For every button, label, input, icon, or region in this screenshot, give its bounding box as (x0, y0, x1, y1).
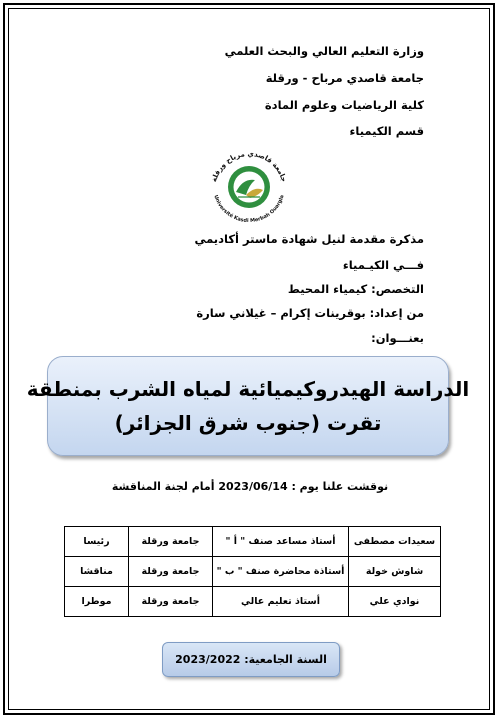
title-label: بعنـــوان: (371, 331, 424, 345)
jury-institution: جامعة ورقلة (129, 587, 213, 617)
thesis-authors: من إعداد: بوقرينات إكرام – غيلاني سارة (196, 306, 424, 320)
table-row (65, 557, 441, 587)
thesis-title-box (26, 356, 470, 456)
university-logo (203, 140, 295, 224)
defense-date: نوقشت علنا يوم : 2023/06/14 أمام لجنة المناقشة (111, 480, 389, 493)
academic-year-box (162, 642, 340, 677)
jury-rank: أستاذ مساعد صنف " أ " (213, 527, 349, 557)
logo-arabic-text: جامعة قاصدي مرباح ورقلة (210, 149, 288, 183)
jury-institution: جامعة ورقلة (129, 557, 213, 587)
jury-rank: أستاذ تعليم عالي (213, 587, 349, 617)
thesis-title-line-2: تقرت (جنوب شرق الجزائر) (114, 411, 382, 435)
thesis-field: فـــي الكيـمياء (342, 258, 424, 272)
department-name: قسم الكيمياء (349, 124, 424, 138)
thesis-type: مذكرة مقدمة لنيل شهادة ماستر أكاديمي (194, 232, 424, 246)
jury-rank: أستاذة محاضرة صنف " ب " (213, 557, 349, 587)
university-name: جامعة قاصدي مرباح - ورقلة (265, 71, 424, 85)
table-row (65, 527, 441, 557)
jury-role: مناقشا (65, 557, 129, 587)
academic-year: السنة الجامعية: 2023/2022 (175, 653, 327, 666)
jury-name: سعيدات مصطفى (349, 527, 441, 557)
thesis-specialty: التخصص: كيمياء المحيط (287, 282, 424, 296)
thesis-title-line-1: الدراسة الهيدروكيميائية لمياه الشرب بمنطقة (26, 377, 470, 401)
ministry-name: وزارة التعليم العالي والبحث العلمي (224, 44, 424, 58)
table-row (65, 587, 441, 617)
jury-role: موطرا (65, 587, 129, 617)
jury-institution: جامعة ورقلة (129, 527, 213, 557)
jury-table (64, 526, 441, 617)
jury-name: نوادي علي (349, 587, 441, 617)
faculty-name: كلية الرياضيات وعلوم المادة (264, 98, 424, 112)
logo-latin-text: Université Kasdi Merbah Ouargla (212, 194, 286, 224)
jury-name: شاوش خولة (349, 557, 441, 587)
jury-role: رئيسا (65, 527, 129, 557)
